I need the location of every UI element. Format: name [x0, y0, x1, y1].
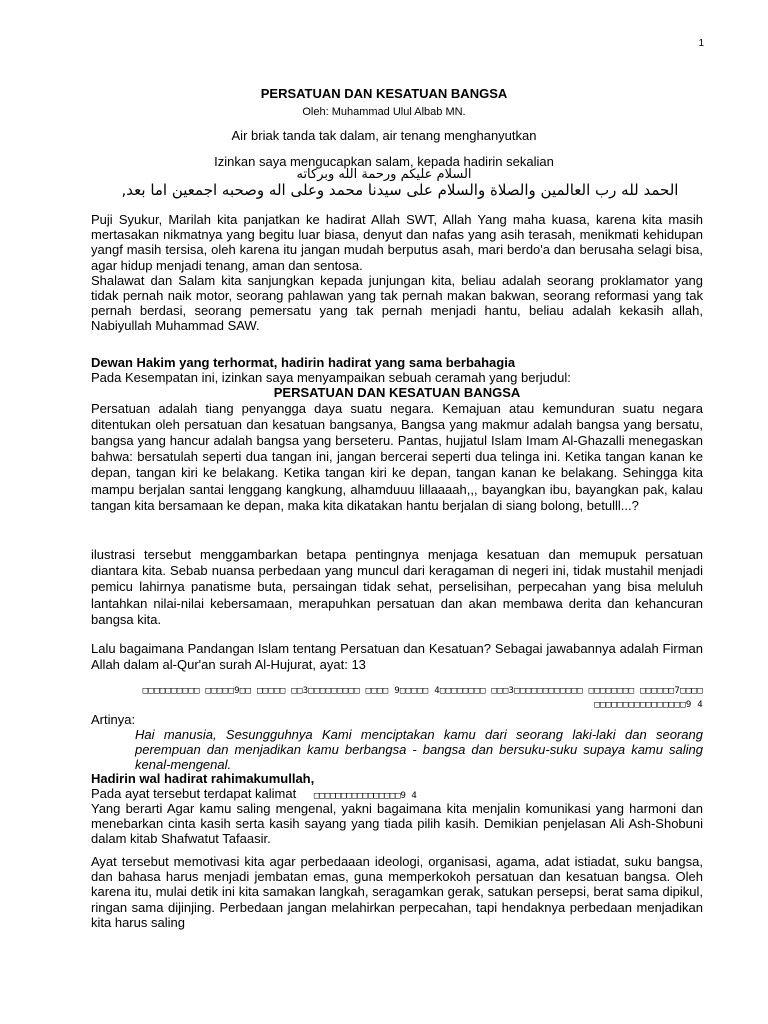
page-number: 1 [698, 38, 704, 49]
intro-line: Pada Kesempatan ini, izinkan saya menyampaikan sebuah ceramah yang berjudul: [91, 370, 571, 386]
paragraph-motivasi: Ayat tersebut memotivasi kita agar perbedaaan ideologi, organisasi, agama, adat istiadat, suku bangsa, dan bahasa harus menjadi jembatan emas, guna memperkokoh persatuan dan kesatuan bangsa. Oleh karena itu, mulai detik ini kita samakan langkah, seragamkan gerak, satukan persepsi, berat sama dipikul, ringan sama dijinjing. Perbedaan jangan melahirkan perpecahan, tapi hendaknya perbedaan menjadikan kita harus saling [91, 854, 703, 930]
heading-dewan-hakim: Dewan Hakim yang terhormat, hadirin hadirat yang sama berbahagia [91, 355, 516, 370]
proverb-line: Air briak tanda tak dalam, air tenang menghanyutkan [231, 128, 537, 143]
kalimat-text: Pada ayat tersebut terdapat kalimat [91, 786, 297, 801]
paragraph-saling-mengenal: Yang berarti Agar kamu saling mengenal, yakni bagaimana kita menjalin komunikasi yang harmoni dan menebarkan cinta kasih serta kasih sayang yang tiada pilih kasih. Demikian penjelasan Ali Ash-Shobuni dalam kitab Shafwatut Tafaasir. [91, 801, 703, 847]
heading-hadirin: Hadirin wal hadirat rahimakumullah, [91, 771, 315, 786]
author-line: Oleh: Muhammad Ulul Albab MN. [302, 106, 466, 118]
paragraph-pandangan-islam: Lalu bagaimana Pandangan Islam tentang Persatuan dan Kesatuan? Sebagai jawabannya adalah Firman Allah dalam al-Qur'an surah Al-Hujurat, ayat: 13 [91, 641, 703, 672]
main-section [91, 355, 703, 514]
greeting-line: Izinkan saya mengucapkan salam, kepada hadirin sekalian [214, 154, 554, 169]
paragraph-shalawat: Shalawat dan Salam kita sanjungkan kepada junjungan kita, beliau adalah seorang proklamator yang tidak pernah naik motor, seorang pahlawan yang tak pernah makan bakwan, seorang reformasi yang tak pernah berdasi, seorang pemersatu yang tak pernah menjadi hantu, beliau adalah kekasih allah, Nabiyullah Muhammad SAW. [91, 272, 703, 334]
opening-section [91, 212, 703, 334]
arabic-salam: السلام عليكم ورحمة الله وبركاته [296, 167, 472, 182]
kalimat-glyphs: □□□□□□□□□□□□□□□□9 4 [313, 791, 417, 801]
paragraph-puji-syukur: Puji Syukur, Marilah kita panjatkan ke hadirat Allah SWT, Allah Yang maha kuasa, karena kita masih mertasakan nikmatnya yang begitu luar biasa, denyut dan nafas yang asih terasah, menikmati kehidupan yangf masih tersisa, oleh karena itu jangan mudah berputus asah, mari berdo'a dan berusaha selagi bisa, agar hidup menjadi tenang, aman dan sentosa. [91, 212, 703, 273]
verse-translation: Hai manusia, Sesungguhnya Kami menciptakan kamu dari seorang laki-laki dan seorang perempuan dan menjadikan kamu berbangsa - bangsa dan bersuku-suku supaya kamu saling kenal-mengenal. [135, 727, 703, 772]
document-title: PERSATUAN DAN KESATUAN BANGSA [260, 86, 508, 101]
paragraph-persatuan: Persatuan adalah tiang penyangga daya suatu negara. Kemajuan atau kemunduran suatu negara ditentukan oleh persatuan dan kesatuan bangsanya, Bangsa yang makmur adalah bangsa yang bersatu, bangsa yang hancur adalah bangsa yang berseteru. Pantas, hujjatul Islam Imam Al-Ghazalli menegaskan bahwa: bersatulah seperti dua tangan ini, jangan bercerai seperti dua telinga ini. Ketika tangan kanan ke depan, tangan kiri ke belakang. Ketika tangan kiri ke depan, tangan kanan ke belakang. Sehingga kita mampu berjalan santai lenggang kangkung, alhamduuu lillaaaah,,, bayangkan ibu, bayangkan pak, kalau tangan kita bersamaan ke depan, maka kita dikatakan hantu berjalan di siang bolong, betulll...? [91, 400, 703, 513]
arabic-hamdalah: الحمد لله رب العالمين والصلاة والسلام على سيدنا محمد وعلى اله وصحبه اجمعين اما بعد, [121, 181, 679, 199]
paragraph-ilustrasi: ilustrasi tersebut menggambarkan betapa pentingnya menjaga kesatuan dan memupuk persatuan diantara kita. Sebab nuansa perbedaan yang muncul dari keragaman di negeri ini, tidak mustahil menjadi pemicu lahirnya panatisme buta, persaingan tidak sehat, perselisihan, perpecahan yang bisa meluluh lantahkan nilai-nilai kebersamaan, merapuhkan persatuan dan akan membawa derita dan kehancuran bangsa kita. [91, 547, 703, 627]
artinya-label: Artinya: [91, 712, 136, 727]
subtitle: PERSATUAN DAN KESATUAN BANGSA [273, 385, 521, 401]
verse-glyphs-line-1: □□□□□□□□□□ □□□□□9□□ □□□□□ □□3□□□□□□□□□ □□□□ 9□□□□□ 4□□□□□□□□ □□□3□□□□□□□□□□□□ □□□□□□□□ □□□□□□7□□□□ [142, 686, 703, 696]
verse-glyphs-line-2: □□□□□□□□□□□□□□□□9 4 [594, 700, 703, 710]
